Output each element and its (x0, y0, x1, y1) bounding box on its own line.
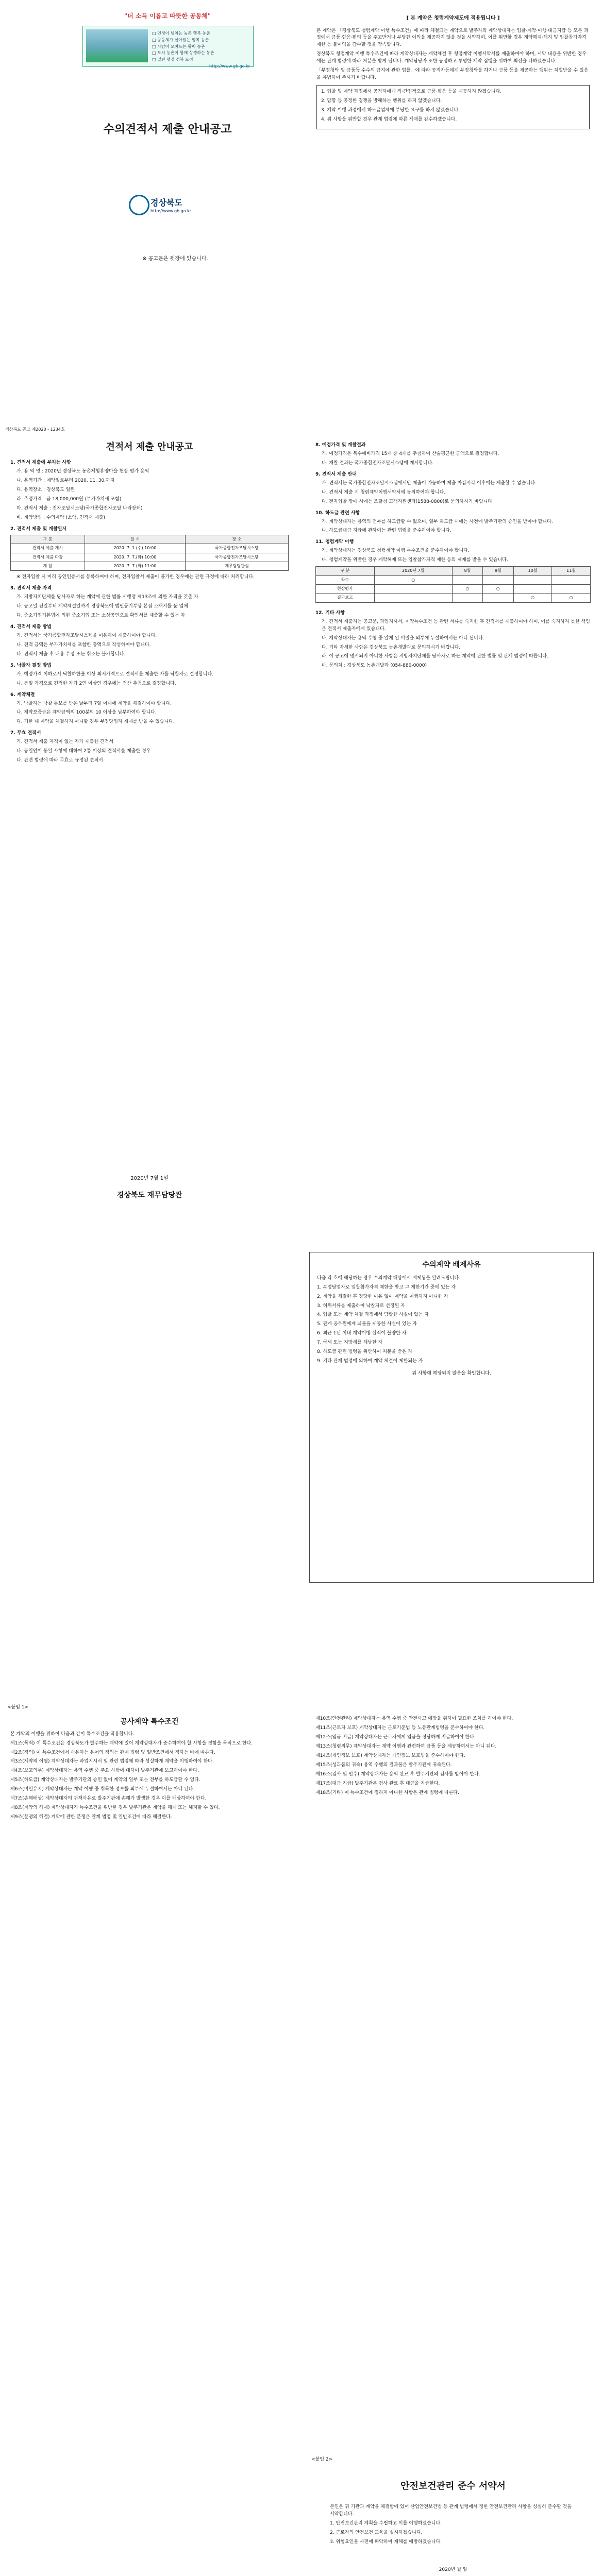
clause: 제1조(목적) 이 특수조건은 경상북도가 발주하는 계약에 있어 계약상대자가 준수하여야 할 사항을 정함을 목적으로 한다. (10, 1740, 253, 1746)
notice-body (5, 571, 294, 765)
section-text: 나. 견적 금액은 부가가치세를 포함한 총액으로 작성하여야 합니다. (16, 642, 151, 648)
clause: 제10조(안전관리) 계약상대자는 용역 수행 중 안전사고 예방을 위하여 필요한 조치를 하여야 한다. (315, 1716, 513, 1721)
section-text: 나. 개찰 결과는 국가종합전자조달시스템에 게시합니다. (322, 460, 434, 466)
section-text: 가. 견적서 제출 자격이 없는 자가 제출한 견적서 (16, 739, 114, 745)
section-text: 나. 견적서 제출 시 청렴계약이행서약서에 동의하여야 합니다. (322, 489, 446, 495)
list-item: 4. 입찰 또는 계약 체결 과정에서 담합한 사실이 있는 자 (317, 1312, 429, 1318)
integrity-list: 1. 입찰 및 계약 과정에서 공직자에게 직·간접적으로 금품·향응 등을 제공하지 않겠습니다. 2. 담합 등 공정한 경쟁을 방해하는 행위를 하지 않겠습니다. 3. 계약 이행 과정에서 하도급업체에 부당한 요구를 하지 않겠습니다. 4. 위 사항을 위반할 경우 관계 법령에 따른 제재를 감수하겠습니다. (316, 85, 590, 129)
list-item: 1. 안전보건관리 계획을 수립하고 이를 이행하겠습니다. (330, 2520, 442, 2526)
section-text: 다. 용역장소 : 경상북도 일원 (16, 487, 75, 493)
section-text: 다. 견적서 제출 후 내용 수정 또는 취소는 불가합니다. (16, 651, 126, 657)
list-item: 2. 근로자의 안전보건 교육을 실시하겠습니다. (330, 2530, 423, 2535)
cover-title: 수의견적서 제출 안내공고 (103, 123, 232, 136)
section-heading: 12. 기타 사항 (315, 610, 345, 616)
section-text: ※ 전자입찰 시 미리 공인인증서를 등록하여야 하며, 전자입찰서 제출이 불가한 경우에는 관련 규정에 따라 처리합니다. (16, 574, 255, 580)
clause: 제15조(성과품의 귀속) 용역 수행의 결과물은 발주기관에 귀속된다. (315, 1762, 452, 1768)
list-item: 1. 부정당업자로 입찰참가자격 제한을 받고 그 제한기간 중에 있는 자 (317, 1284, 456, 1290)
cover-slogan: "더 소득 이롭고 따뜻한 공동체" (124, 12, 211, 20)
clause: 제14조(개인정보 보호) 계약상대자는 개인정보 보호법을 준수하여야 한다. (315, 1753, 465, 1758)
schedule-chart-table: 구 분 2020년 7월 8월 9월 10월 11월 착수 ○ 현장평가 ○ ○ 결과보고 ○ ○ (315, 566, 591, 603)
section-heading: 1. 견적서 제출에 부치는 사항 (10, 460, 71, 466)
notice-number: 경상북도 공고 제2020 - 1234호 (5, 427, 65, 432)
section-text: 나. 공고일 전일부터 계약체결일까지 경상북도에 법인등기부상 본점 소재지를 둔 업체 (16, 604, 188, 609)
gyeongbuk-logo: 경상북도 http://www.gb.go.kr (129, 192, 206, 221)
section-text: 라. 이 공고에 명시되지 아니한 사항은 지방자치단체를 당사자로 하는 계약에 관한 법률 및 관계 법령에 따릅니다. (322, 654, 548, 659)
attach1-page (5, 1700, 294, 2164)
clause: 제18조(기타) 이 특수조건에 정하지 아니한 사항은 관계 법령에 따른다. (315, 1790, 459, 1795)
notice-page-left (5, 422, 294, 1247)
section-text: 가. 견적서 제출자는 공고문, 과업지시서, 계약특수조건 등 관련 서류를 숙지한 후 견적서를 제출하여야 하며, 이를 숙지하지 못한 책임은 견적서 제출자에게 있습니다. (322, 619, 590, 632)
section-text: 가. 견적서는 국가종합전자조달시스템에서만 제출이 가능하며 제출 마감시각 이후에는 제출할 수 없습니다. (322, 480, 537, 486)
exclusion-page (309, 1252, 594, 1583)
list-item: 3. 허위서류를 제출하여 낙찰자로 선정된 자 (317, 1303, 405, 1309)
section-text: 나. 계약보증금은 계약금액의 100분의 10 이상을 납부하여야 합니다. (16, 710, 157, 716)
section-text: 가. 예정가격 이하로서 낙찰하한율 이상 최저가격으로 견적서를 제출한 자를 낙찰자로 결정합니다. (16, 671, 214, 677)
list-item: 2. 계약을 체결한 후 정당한 이유 없이 계약을 이행하지 아니한 자 (317, 1294, 448, 1299)
section-text: 다. 전자입찰 장애 시에는 조달청 고객지원센터(1588-0800)로 문의하시기 바랍니다. (322, 499, 494, 504)
notice-page-right (309, 422, 597, 1247)
section-text: 가. 지방자치단체를 당사자로 하는 계약에 관한 법률 시행령 제13조에 의한 자격을 갖춘 자 (16, 595, 198, 600)
notice-body (309, 603, 597, 670)
section-heading: 9. 견적서 제출 안내 (315, 471, 357, 477)
table-row: 견적서 제출 개시 2020. 7. 1.(수) 10:00 국가종합전자조달시스템 (11, 544, 289, 553)
attach1-sub: 본 계약의 이행을 위하여 다음과 같이 특수조건을 적용합니다. (10, 1731, 135, 1737)
notice-body (309, 422, 597, 564)
table-row: 견적서 제출 마감 2020. 7. 7.(화) 10:00 국가종합전자조달시스템 (11, 553, 289, 562)
section-text: 다. 중소기업기본법에 의한 중소기업 또는 소상공인으로 확인서를 제출할 수 있는 자 (16, 613, 186, 619)
clause: 제4조(보고의무) 계약상대자는 용역 수행 중 주요 사항에 대하여 발주기관에 보고하여야 한다. (10, 1768, 199, 1774)
section-heading: 7. 무효 견적서 (10, 731, 41, 736)
list-item: 8. 하도급 관련 법령을 위반하여 처분을 받은 자 (317, 1349, 413, 1355)
section-heading: 3. 견적서 제출 자격 (10, 586, 52, 591)
section-text: 다. 기한 내 계약을 체결하지 아니할 경우 부정당업자 제재를 받을 수 있습니다. (16, 719, 175, 725)
integrity-heading: [ 본 계약은 청렴계약제도에 적용됩니다 ] (406, 15, 500, 21)
clause: 제16조(검사 및 인수) 계약상대자는 용역 완료 후 발주기관의 검사를 받아야 한다. (315, 1771, 480, 1777)
section-text: 바. 계약방법 : 수의계약 (소액, 견적서 제출) (16, 515, 106, 520)
exclusion-footer: 위 사항에 해당되지 않음을 확인합니다. (412, 1371, 491, 1377)
section-heading: 2. 견적서 제출 및 개찰일시 (10, 526, 67, 532)
banner-text: □ 인정이 넘치는 농촌 행복 농촌 □ 공동체가 살아있는 행복 농촌 □ 사람이 모여드는 활력 농촌 □ 도시 농촌이 함께 상생하는 농촌 □ 열린 행정 경북 도정 http://www.gb.go.kr (152, 31, 250, 69)
section-text: 라. 추정가격 : 금 18,000,000원 (부가가치세 포함) (16, 497, 122, 502)
attach2-label: <붙임 2> (311, 2457, 333, 2462)
integrity-para: 「부정청탁 및 금품등 수수의 금지에 관한 법률」에 따라 공직자등에게 부정청탁을 하거나 금품 등을 제공하는 행위는 처벌받을 수 있음을 유념하여 주시기 바랍니다. (316, 68, 589, 81)
integrity-page (309, 5, 597, 407)
notice-date: 2020년 7월 1일 (130, 1176, 169, 1181)
exclusion-title: 수의계약 배제사유 (422, 1261, 481, 1269)
section-text: 나. 동일인이 동일 사항에 대하여 2통 이상의 견적서를 제출한 경우 (16, 749, 151, 754)
section-text: 가. 용 역 명 : 2020년 경상북도 농촌체험휴양마을 현장 평가 용역 (16, 469, 149, 474)
cover-page (5, 5, 294, 407)
clause: 제17조(대금 지급) 발주기관은 검사 완료 후 대금을 지급한다. (315, 1781, 440, 1786)
notice-title: 견적서 제출 안내공고 (106, 442, 193, 453)
clause: 제8조(계약의 해제) 계약상대자가 특수조건을 위반한 경우 발주기관은 계약을 해제 또는 해지할 수 있다. (10, 1805, 220, 1811)
section-text: 나. 계약상대자는 용역 수행 중 알게 된 비밀을 외부에 누설하여서는 아니 됩니다. (322, 635, 484, 641)
section-heading: 10. 하도급 관련 사항 (315, 510, 360, 516)
attach1-label: <붙임 1> (7, 1705, 29, 1710)
section-text: 가. 낙찰자는 낙찰 통보를 받은 날부터 7일 이내에 계약을 체결하여야 합니다. (16, 701, 172, 706)
list-item: 3. 위험요인을 사전에 파악하여 재해를 예방하겠습니다. (330, 2539, 442, 2545)
integrity-para: 본 계약은 「경상북도 청렴계약 이행 특수조건」에 따라 체결되는 계약으로 발주자와 계약상대자는 입찰·계약·이행·대금지급 등 모든 과정에서 금품·향응·편의 등을 주고받거나 부당한 이익을 제공하지 않을 것을 서약하며, 이를 위반할 경우 계약해제·해지 및 입찰참가자격 제한 등 불이익을 감수할 것을 약속합니다. (316, 28, 589, 48)
list-item: 6. 최근 1년 이내 계약이행 실적이 불량한 자 (317, 1331, 407, 1336)
section-heading: 6. 계약체결 (10, 692, 35, 698)
section-text: 가. 계약상대자는 용역의 전부를 하도급할 수 없으며, 일부 하도급 시에는 사전에 발주기관의 승인을 받아야 합니다. (322, 519, 553, 524)
attach2-title: 안전보건관리 준수 서약서 (400, 2480, 506, 2492)
clause: 제3조(계약의 이행) 계약상대자는 과업지시서 및 관련 법령에 따라 성실하게 계약을 이행하여야 한다. (10, 1759, 214, 1765)
section-text: 나. 동일 가격으로 견적한 자가 2인 이상인 경우에는 전산 추첨으로 결정합니다. (16, 681, 176, 686)
section-text: 다. 기타 자세한 사항은 경상북도 농촌개발과로 문의하시기 바랍니다. (322, 645, 461, 650)
list-item: 5. 관계 공무원에게 뇌물을 제공한 사실이 있는 자 (317, 1321, 417, 1327)
landscape-image (86, 29, 148, 62)
table-row: 현장평가 ○ ○ (316, 584, 591, 593)
section-text: 가. 계약상대자는 경상북도 청렴계약 이행 특수조건을 준수하여야 합니다. (322, 548, 470, 554)
attach2-page (309, 2452, 597, 2576)
clause: 제9조(분쟁의 해결) 계약에 관한 분쟁은 관계 법령 및 일반조건에 따라 해결한다. (10, 1815, 172, 1820)
integrity-para: 경상북도 청렴계약 이행 특수조건에 따라 계약상대자는 계약체결 후 청렴계약 이행서약서를 제출하여야 하며, 서약 내용을 위반한 경우에는 관계 법령에 따라 처분을 받게 됩니다. 계약담당자 또한 공정하고 투명한 계약 집행을 위하여 최선을 다하겠습니다. (316, 52, 587, 64)
section-heading: 4. 견적서 제출 방법 (10, 624, 52, 630)
section-heading: 5. 낙찰자 결정 방법 (10, 663, 52, 668)
section-text: 나. 청렴계약을 위반한 경우 계약해제 또는 입찰참가자격 제한 등의 제재를 받을 수 있습니다. (322, 557, 508, 563)
section-heading: 8. 예정가격 및 개찰결과 (315, 443, 366, 448)
clause: 제13조(청렴의무) 계약상대자는 계약 이행과 관련하여 금품 등을 제공하여서는 아니 된다. (315, 1743, 497, 1749)
attach1-page-right (309, 1700, 597, 2164)
clause: 제12조(임금 지급) 계약상대자는 근로자에게 임금을 정당하게 지급하여야 한다. (315, 1734, 476, 1740)
notice-body (5, 460, 294, 533)
section-text: 다. 관련 법령에 따라 무효로 규정된 견적서 (16, 758, 103, 764)
attach2-date: 2020년 월 일 (439, 2567, 467, 2572)
exclusion-intro: 다음 각 호에 해당하는 경우 수의계약 대상에서 배제됨을 알려드립니다. (317, 1275, 460, 1281)
clause: 제11조(근로자 보호) 계약상대자는 근로기준법 등 노동관계법령을 준수하여야 한다. (315, 1725, 485, 1731)
list-item: 7. 국세 또는 지방세를 체납한 자 (317, 1340, 383, 1346)
schedule-table: 구 분 일 시 장 소 견적서 제출 개시 2020. 7. 1.(수) 10:00 국가종합전자조달시스템 견적서 제출 마감 2020. 7. 7.(화) 10:00 국가종합전자조달시스템 개 찰 2020. 7. 7.(화) 11:00 재무담당관실 (10, 535, 289, 571)
table-row: 개 찰 2020. 7. 7.(화) 11:00 재무담당관실 (11, 562, 289, 570)
gyeongbuk-emblem-icon (129, 195, 149, 215)
table-row: 결과보고 ○ ○ (316, 594, 591, 602)
clause: 제5조(하도급) 계약상대자는 발주기관의 승인 없이 계약의 일부 또는 전부를 하도급할 수 없다. (10, 1777, 200, 1783)
section-text: 가. 예정가격은 복수예비가격 15개 중 4개를 추첨하여 산술평균한 금액으로 결정합니다. (322, 451, 499, 456)
table-row: 착수 ○ (316, 575, 591, 584)
section-text: 나. 용역기간 : 계약일로부터 2020. 11. 30.까지 (16, 478, 115, 484)
notice-issuer: 경상북도 재무담당관 (116, 1191, 182, 1199)
cover-note: ※ 공고문은 뒷장에 있습니다. (142, 256, 208, 262)
cover-banner (82, 26, 254, 67)
section-text: 마. 견적서 제출 : 전자조달시스템(국가종합전자조달 나라장터) (16, 505, 143, 511)
clause: 제7조(손해배상) 계약상대자의 귀책사유로 발주기관에 손해가 발생한 경우 이를 배상하여야 한다. (10, 1796, 207, 1802)
clause: 제2조(정의) 이 특수조건에서 사용하는 용어의 정의는 관계 법령 및 일반조건에서 정하는 바에 따른다. (10, 1750, 215, 1755)
section-text: 나. 하도급대금 지급에 관하여는 관련 법령을 준수하여야 합니다. (322, 528, 452, 534)
list-item: 9. 기타 관계 법령에 의하여 계약 체결이 제한되는 자 (317, 1359, 423, 1364)
attach1-title: 공사계약 특수조건 (120, 1717, 179, 1726)
section-text: 마. 문의처 : 경상북도 농촌개발과 (054-880-0000) (322, 663, 427, 669)
attach2-body: 본인은 귀 기관과 계약을 체결함에 있어 산업안전보건법 등 관계 법령에서 정한 안전보건관리 사항을 성실히 준수할 것을 서약합니다. (330, 2504, 572, 2517)
clause: 제6조(비밀유지) 계약상대자는 계약 이행 중 취득한 정보를 외부에 누설하여서는 아니 된다. (10, 1787, 195, 1792)
section-text: 가. 견적서는 국가종합전자조달시스템을 이용하여 제출하여야 합니다. (16, 633, 157, 638)
section-heading: 11. 청렴계약 이행 (315, 539, 354, 545)
